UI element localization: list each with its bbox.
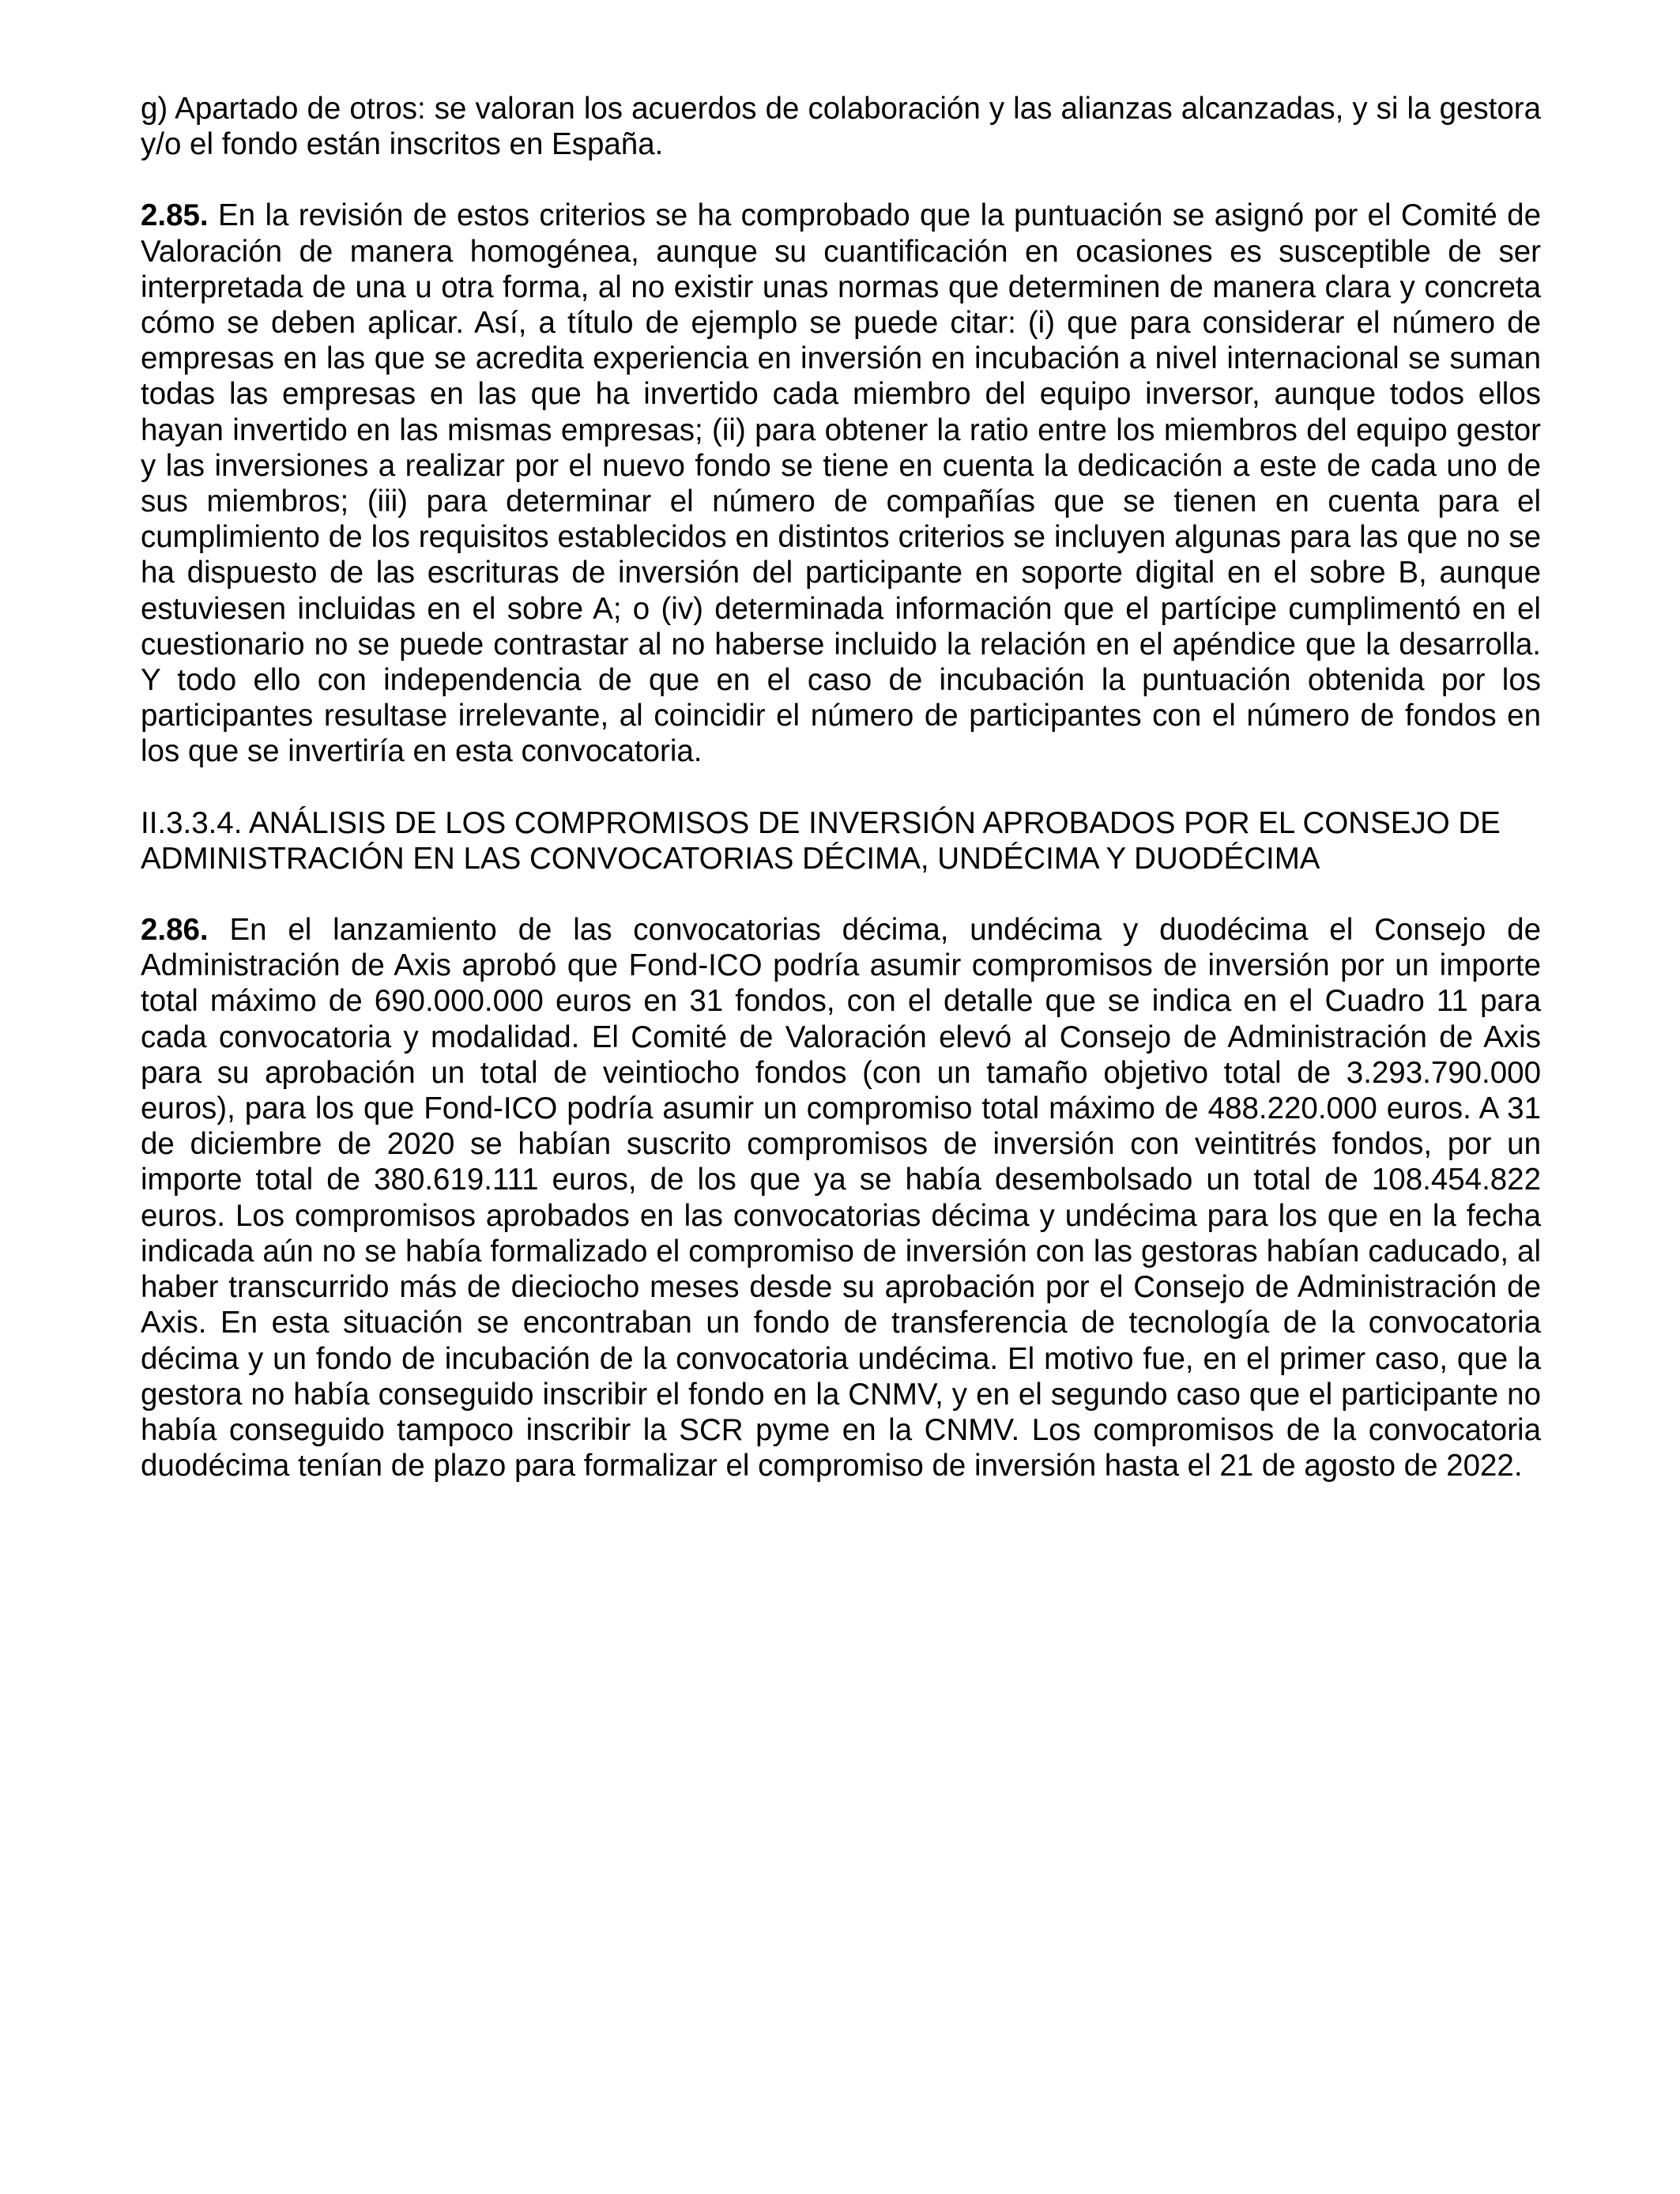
paragraph-2-85	[141, 198, 1541, 769]
paragraph-g-text: g) Apartado de otros: se valoran los acuerdos de colaboración y las alianzas alcanzadas, y si la gestora y/o el fondo están inscritos en España.	[141, 92, 1541, 162]
paragraph-number-2-85: 2.85.	[141, 198, 209, 233]
paragraph-g	[141, 91, 1541, 162]
paragraph-2-85-text: En la revisión de estos criterios se ha comprobado que la puntuación se asignó por el Comité de Valoración de manera homogénea, aunque su cuantificación en ocasiones es susceptible de ser interpretada de una u otra forma, al no existir unas normas que determinen de manera clara y concreta cómo se deben aplicar. Así, a título de ejemplo se puede citar: (i) que para considerar el número de empresas en las que se acredita experiencia en inversión en incubación a nivel internacional se suman todas las empresas en las que ha invertido cada miembro del equipo inversor, aunque todos ellos hayan invertido en las mismas empresas; (ii) para obtener la ratio entre los miembros del equipo gestor y las inversiones a realizar por el nuevo fondo se tiene en cuenta la dedicación a este de cada uno de sus miembros; (iii) para determinar el número de compañías que se tienen en cuenta para el cumplimiento de los requisitos establecidos en distintos criterios se incluyen algunas para las que no se ha dispuesto de las escrituras de inversión del participante en soporte digital en el sobre B, aunque estuviesen incluidas en el sobre A; o (iv) determinada información que el partícipe cumplimentó en el cuestionario no se puede contrastar al no haberse incluido la relación en el apéndice que la desarrolla. Y todo ello con independencia de que en el caso de incubación la puntuación obtenida por los participantes resultase irrelevante, al coincidir el número de participantes con el número de fondos en los que se invertiría en esta convocatoria.	[141, 198, 1541, 769]
paragraph-2-86-text: En el lanzamiento de las convocatorias décima, undécima y duodécima el Consejo de Administración de Axis aprobó que Fond-ICO podría asumir compromisos de inversión por un importe total máximo de 690.000.000 euros en 31 fondos, con el detalle que se indica en el Cuadro 11 para cada convocatoria y modalidad. El Comité de Valoración elevó al Consejo de Administración de Axis para su aprobación un total de veintiocho fondos (con un tamaño objetivo total de 3.293.790.000 euros), para los que Fond-ICO podría asumir un compromiso total máximo de 488.220.000 euros. A 31 de diciembre de 2020 se habían suscrito compromisos de inversión con veintitrés fondos, por un importe total de 380.619.111 euros, de los que ya se había desembolsado un total de 108.454.822 euros. Los compromisos aprobados en las convocatorias décima y undécima para los que en la fecha indicada aún no se había formalizado el compromiso de inversión con las gestoras habían caducado, al haber transcurrido más de dieciocho meses desde su aprobación por el Consejo de Administración de Axis. En esta situación se encontraban un fondo de transferencia de tecnología de la convocatoria décima y un fondo de incubación de la convocatoria undécima. El motivo fue, en el primer caso, que la gestora no había conseguido inscribir el fondo en la CNMV, y en el segundo caso que el participante no había conseguido tampoco inscribir la SCR pyme en la CNMV. Los compromisos de la convocatoria duodécima tenían de plazo para formalizar el compromiso de inversión hasta el 21 de agosto de 2022.	[141, 913, 1541, 1483]
document-page	[141, 91, 1541, 1483]
paragraph-number-2-86: 2.86.	[141, 913, 209, 948]
section-heading: II.3.3.4. ANÁLISIS DE LOS COMPROMISOS DE INVERSIÓN APROBADOS POR EL CONSEJO DE ADMINISTRACIÓN EN LAS CONVOCATORIAS DÉCIMA, UNDÉCIMA Y DUODÉCIMA	[141, 805, 1501, 876]
paragraph-2-86	[141, 912, 1541, 1483]
